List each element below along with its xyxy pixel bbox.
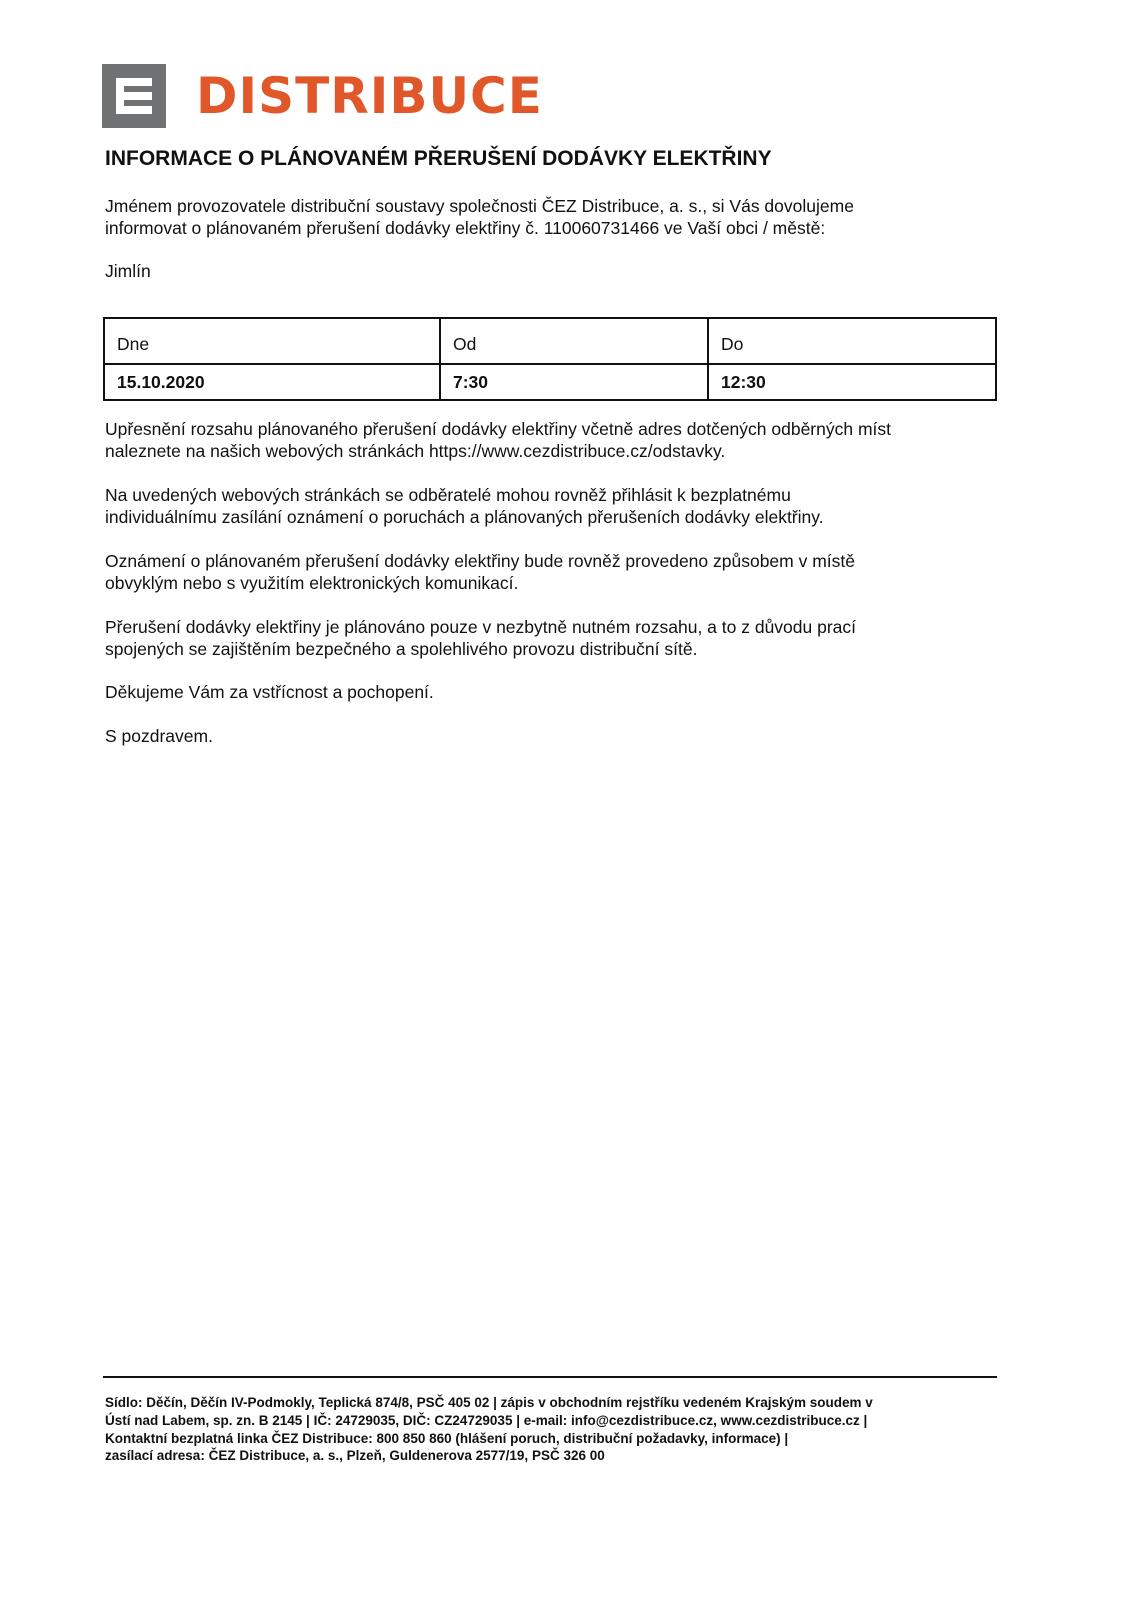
paragraph-subscription: [105, 485, 1005, 528]
cez-logo-icon: [102, 64, 166, 128]
intro-line-2: informovat o plánovaném přerušení dodávky elektřiny č. 110060731466 ve Vaší obci / městě:: [105, 217, 826, 238]
outage-table: [103, 317, 997, 401]
location: Jimlín: [105, 261, 151, 281]
header-to: Do: [708, 318, 996, 364]
brand-name: DISTRIBUCE: [196, 67, 543, 125]
footer-line-3: Kontaktní bezplatná linka ČEZ Distribuce: 800 850 860 (hlášení poruch, distribuční požadavky, informace) |: [105, 1430, 789, 1446]
header-date: Dne: [104, 318, 440, 364]
outage-date: 15.10.2020: [104, 364, 440, 400]
paragraph-announcement-line-2: obvyklým nebo s využitím elektronických komunikací.: [105, 572, 519, 593]
paragraph-reason: [105, 617, 1005, 660]
intro-line-1: Jménem provozovatele distribuční soustavy společnosti ČEZ Distribuce, a. s., si Vás dovolujeme: [105, 196, 854, 216]
brand-logo: [102, 64, 543, 128]
footer-line-4: zasílací adresa: ČEZ Distribuce, a. s., Plzeň, Guldenerova 2577/19, PSČ 326 00: [105, 1448, 605, 1464]
paragraph-subscription-line-2: individuálnímu zasílání oznámení o poruchách a plánovaných přerušeních dodávky elektřiny.: [105, 506, 824, 527]
paragraph-announcement: [105, 551, 1005, 594]
outage-table-header-row: [104, 318, 996, 364]
footer-info: [105, 1394, 1005, 1465]
thanks-text: Děkujeme Vám za vstřícnost a pochopení.: [105, 682, 434, 702]
header-from: Od: [440, 318, 708, 364]
footer-line-1: Sídlo: Děčín, Děčín IV-Podmokly, Teplická 874/8, PSČ 405 02 | zápis v obchodním rejstříku vedeném Krajským soudem v: [105, 1395, 873, 1410]
intro-paragraph: [105, 196, 1005, 239]
footer-line-2: Ústí nad Labem, sp. zn. B 2145 | IČ: 24729035, DIČ: CZ24729035 | e-mail: info@cezdistribuce.cz, www.cezdistribuce.cz |: [105, 1412, 868, 1428]
document-title: INFORMACE O PLÁNOVANÉM PŘERUŠENÍ DODÁVKY ELEKTŘINY: [105, 147, 772, 170]
outage-from-time: 7:30: [440, 364, 708, 400]
paragraph-details-line-1: Upřesnění rozsahu plánovaného přerušení dodávky elektřiny včetně adres dotčených odběrných míst: [105, 419, 892, 439]
paragraph-reason-line-2: spojených se zajištěním bezpečného a spolehlivého provozu distribuční sítě.: [105, 638, 698, 659]
footer-divider: [103, 1376, 997, 1378]
paragraph-announcement-line-1: Oznámení o plánovaném přerušení dodávky elektřiny bude rovněž provedeno způsobem v místě: [105, 551, 856, 571]
paragraph-reason-line-1: Přerušení dodávky elektřiny je plánováno pouze v nezbytně nutném rozsahu, a to z důvodu prací: [105, 617, 857, 637]
outage-table-row: [104, 364, 996, 400]
paragraph-details: [105, 419, 1005, 462]
paragraph-subscription-line-1: Na uvedených webových stránkách se odběratelé mohou rovněž přihlásit k bezplatnému: [105, 485, 791, 505]
outage-to-time: 12:30: [708, 364, 996, 400]
paragraph-details-line-2: naleznete na našich webových stránkách https://www.cezdistribuce.cz/odstavky.: [105, 440, 726, 461]
closing-text: S pozdravem.: [105, 726, 213, 746]
